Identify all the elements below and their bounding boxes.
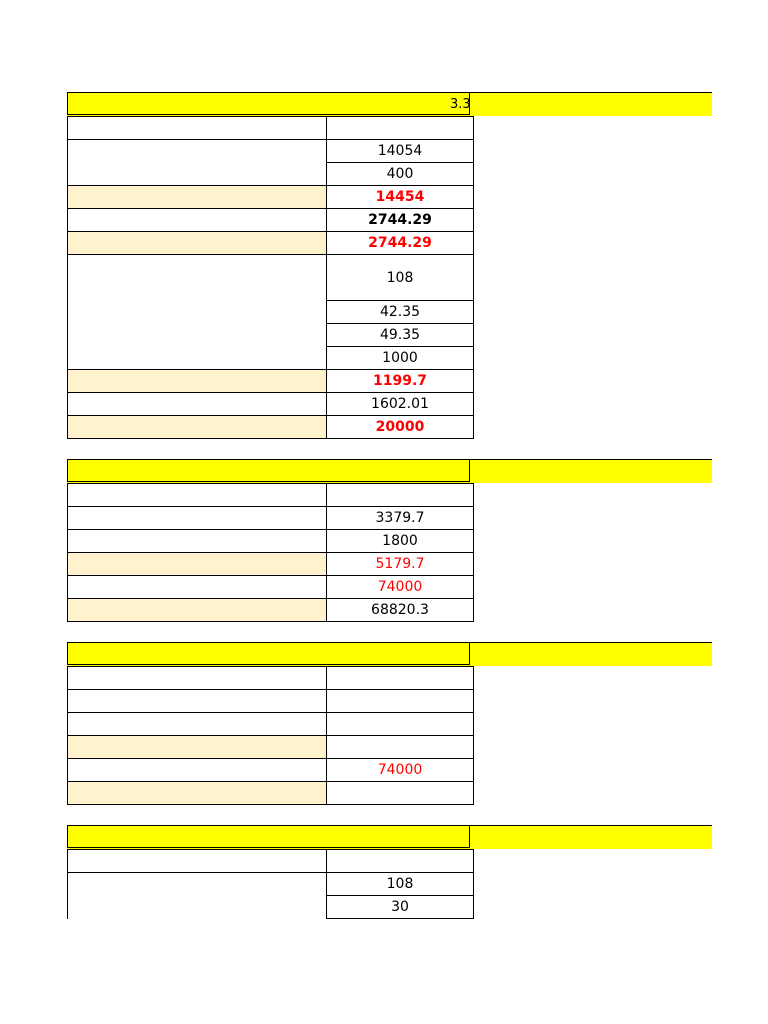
row-d-value-cell[interactable]: 1602.01 (327, 393, 474, 416)
row-value-cell[interactable] (327, 690, 474, 713)
balance-value-cell[interactable]: 68820.3 (327, 599, 474, 622)
row-label-cell[interactable] (68, 507, 327, 530)
budget-label-cell[interactable] (68, 759, 327, 782)
group-value-cell[interactable]: 30 (327, 896, 474, 919)
table-row (68, 553, 474, 576)
section-3-header-cell[interactable] (67, 642, 470, 665)
subtotal-label-cell[interactable] (68, 736, 327, 759)
subtotal-label-cell[interactable] (68, 553, 327, 576)
column-header-value-cell[interactable] (327, 667, 474, 690)
group-c-value-cell[interactable]: 1000 (327, 347, 474, 370)
table-row (68, 140, 474, 163)
subtotal-label-cell[interactable] (68, 370, 327, 393)
table-row (68, 117, 474, 140)
table-row (68, 690, 474, 713)
group-label-cell[interactable] (68, 873, 327, 919)
table-row (68, 599, 474, 622)
table-row (68, 484, 474, 507)
subtotal-label-cell[interactable] (68, 186, 327, 209)
group-a-value-cell[interactable]: 400 (327, 163, 474, 186)
table-row (68, 576, 474, 599)
balance-value-cell[interactable] (327, 782, 474, 805)
section-4 (67, 825, 712, 919)
budget-value-cell[interactable]: 74000 (327, 759, 474, 782)
subtotal-value-cell[interactable]: 2744.29 (327, 232, 474, 255)
table-row (68, 782, 474, 805)
table-row (68, 873, 474, 896)
section-2-header-bar (67, 459, 712, 483)
column-header-label-cell[interactable] (68, 667, 327, 690)
section-3-header-bar (67, 642, 712, 666)
table-row (68, 209, 474, 232)
row-value-cell[interactable] (327, 713, 474, 736)
row-label-cell[interactable] (68, 530, 327, 553)
section-3-table (67, 666, 474, 805)
table-row (68, 370, 474, 393)
section-1-header-cell[interactable] (67, 92, 470, 115)
group-a-value-cell[interactable]: 14054 (327, 140, 474, 163)
row-b-value-cell[interactable]: 2744.29 (327, 209, 474, 232)
total-label-cell[interactable] (68, 416, 327, 439)
row-label-cell[interactable] (68, 690, 327, 713)
column-header-value-cell[interactable] (327, 484, 474, 507)
table-row (68, 713, 474, 736)
section-1 (67, 92, 712, 439)
subtotal-label-cell[interactable] (68, 232, 327, 255)
group-c-value-cell[interactable]: 108 (327, 255, 474, 301)
subtotal-value-cell[interactable]: 1199.7 (327, 370, 474, 393)
table-row (68, 530, 474, 553)
section-2-header-cell[interactable] (67, 459, 470, 482)
group-c-value-cell[interactable]: 49.35 (327, 324, 474, 347)
balance-label-cell[interactable] (68, 599, 327, 622)
section-1-header-text: 3.3 (450, 97, 471, 112)
section-2-table (67, 483, 474, 622)
row-value-cell[interactable]: 1800 (327, 530, 474, 553)
section-4-header-bar (67, 825, 712, 849)
table-row (68, 186, 474, 209)
group-value-cell[interactable]: 108 (327, 873, 474, 896)
subtotal-value-cell[interactable]: 5179.7 (327, 553, 474, 576)
section-4-header-cell[interactable] (67, 825, 470, 848)
budget-label-cell[interactable] (68, 576, 327, 599)
table-row (68, 393, 474, 416)
section-1-table (67, 116, 474, 439)
group-c-label-cell[interactable] (68, 255, 327, 370)
balance-label-cell[interactable] (68, 782, 327, 805)
table-row (68, 416, 474, 439)
subtotal-value-cell[interactable] (327, 736, 474, 759)
column-header-label-cell[interactable] (68, 484, 327, 507)
row-label-cell[interactable] (68, 713, 327, 736)
subtotal-value-cell[interactable]: 14454 (327, 186, 474, 209)
table-row (68, 232, 474, 255)
row-b-label-cell[interactable] (68, 209, 327, 232)
budget-value-cell[interactable]: 74000 (327, 576, 474, 599)
group-c-value-cell[interactable]: 42.35 (327, 301, 474, 324)
row-d-label-cell[interactable] (68, 393, 327, 416)
section-3 (67, 642, 712, 805)
table-row (68, 850, 474, 873)
table-row (68, 759, 474, 782)
table-row (68, 736, 474, 759)
column-header-value-cell[interactable] (327, 850, 474, 873)
row-value-cell[interactable]: 3379.7 (327, 507, 474, 530)
table-row (68, 255, 474, 301)
total-value-cell[interactable]: 20000 (327, 416, 474, 439)
table-row (68, 667, 474, 690)
table-row (68, 507, 474, 530)
group-a-label-cell[interactable] (68, 140, 327, 186)
column-header-label-cell[interactable] (68, 850, 327, 873)
column-header-value-cell[interactable] (327, 117, 474, 140)
section-1-header-bar (67, 92, 712, 116)
section-2 (67, 459, 712, 622)
column-header-label-cell[interactable] (68, 117, 327, 140)
section-4-table (67, 849, 474, 919)
